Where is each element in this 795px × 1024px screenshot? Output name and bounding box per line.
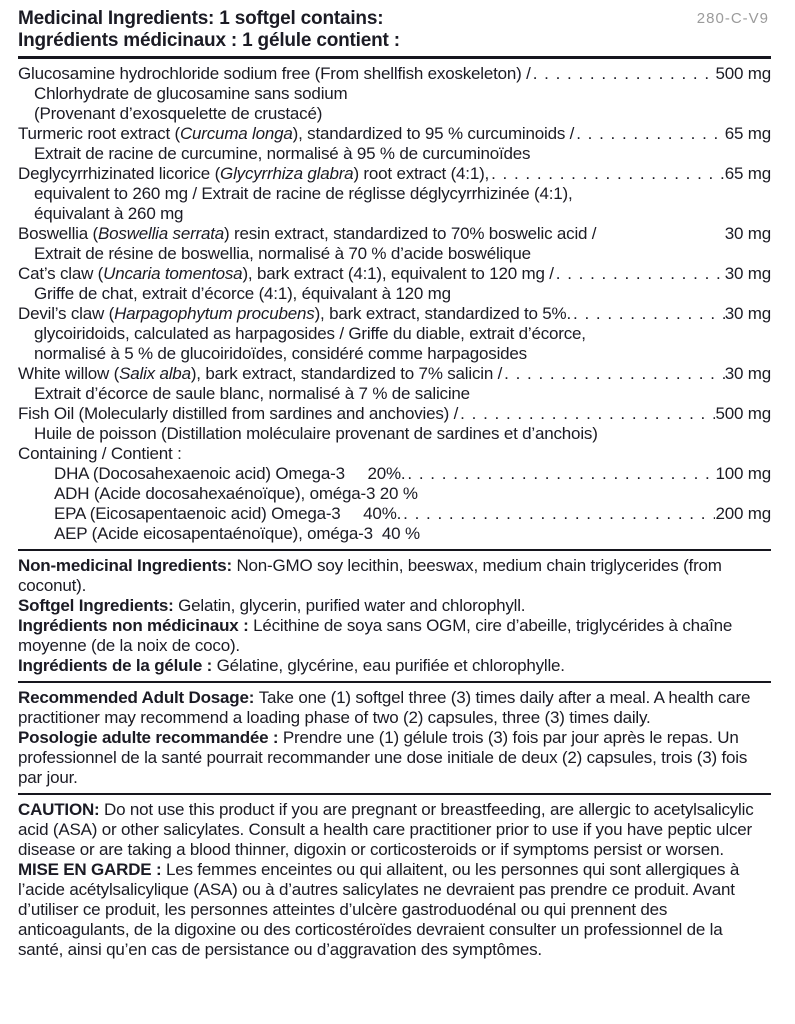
label-paragraph [18,728,771,788]
text-run: Lécithine de soya sans OGM, cire d’abeille, triglycérides à chaîne moyenne (de la noix de coco). [18,616,733,655]
ingredient-text [34,144,530,164]
text-run: EPA (Eicosapentaenoic acid) Omega-3 40%. [54,504,402,523]
dot-leader [531,64,716,84]
ingredient-text [18,124,574,144]
text-run: Les femmes enceintes ou qui allaitent, ou les personnes qui sont allergiques à l’acide acétylsalicylique (ASA) ou à d’autres salicylates ne devraient pas prendre ce produit. Avant d’utiliser ce produit, les personnes atteintes d’ulcère gastroduodénal ou qui prennent des anticoagulants, de la digoxine ou des corticostéroïdes devraient consulter un professionnel de la santé, ainsi qu’en cas de persistance ou d’aggravation des symptômes. [18,860,740,959]
ingredient-line [18,284,771,304]
ingredient-text [34,244,531,264]
ingredient-text [34,204,183,224]
text-run: Extrait d’écorce de saule blanc, normalisé à 7 % de salicine [34,384,470,403]
text-run: Gélatine, glycérine, eau purifiée et chlorophylle. [216,656,565,675]
ingredient-amount: 500 mg [715,64,771,83]
text-run: Turmeric root extract ( [18,124,180,143]
section-title [18,8,400,52]
text-run: Cat’s claw ( [18,264,104,283]
dosage-section [18,687,771,789]
dot-leader [502,364,725,384]
bold-lead-in: Posologie adulte recommandée : [18,728,283,747]
label-paragraph [18,616,771,656]
ingredient-line [18,324,771,344]
title-fr: Ingrédients médicinaux : 1 gélule contient : [18,30,400,51]
text-run: Do not use this product if you are pregnant or breastfeeding, are allergic to acetylsalicylic acid (ASA) or other salicylates. Consult a health care practitioner prior to use if you have peptic ulcer disease or are taking a blood thinner, digoxin or corticosteroids or if symptoms persist or worsen. [18,800,754,859]
label-paragraph [18,860,771,960]
ingredient-text [18,224,596,244]
bold-lead-in: Ingrédients non médicinaux : [18,616,254,635]
text-run: ADH (Acide docosahexaénoïque), oméga-3 20 % [54,484,418,503]
text-run: White willow ( [18,364,120,383]
ingredient-amount: 200 mg [715,504,771,523]
title-en: Medicinal Ingredients: 1 softgel contains: [18,8,384,29]
ingredient-amount: 100 mg [715,464,771,483]
ingredient-line [18,424,771,444]
text-run: Chlorhydrate de glucosamine sans sodium [34,84,348,103]
text-run: ) root extract (4:1), [353,164,490,183]
ingredient-text [34,104,322,124]
ingredient-text [34,344,527,364]
ingredient-line [18,204,771,224]
label-paragraph [18,556,771,596]
ingredient-line [18,144,771,164]
dot-leader [554,264,725,284]
ingredient-line [18,64,771,84]
bold-lead-in: CAUTION: [18,800,105,819]
ingredient-text [54,464,405,484]
ingredient-line [18,404,771,424]
ingredient-line [18,84,771,104]
dot-leader [401,504,715,524]
ingredient-amount: 65 mg [724,164,771,183]
latin-name: Glycyrrhiza glabra [220,164,354,183]
text-run: Extrait de racine de curcumine, normalisé à 95 % de curcuminoïdes [34,144,531,163]
ingredient-text [18,304,571,324]
divider-header [18,56,771,59]
text-run: equivalent to 260 mg / Extrait de racine de réglisse déglycyrrhizinée (4:1), [34,184,573,203]
ingredient-line [18,504,771,524]
bold-lead-in: Softgel Ingredients: [18,596,179,615]
ingredient-text [18,444,182,464]
latin-name: Boswellia serrata [98,224,225,243]
ingredient-line [18,164,771,184]
ingredient-amount: 65 mg [724,124,771,143]
latin-name: Salix alba [119,364,191,383]
text-run: Containing / Contient : [18,444,182,463]
ingredient-line [18,104,771,124]
ingredient-line [18,444,771,464]
text-run: équivalant à 260 mg [34,204,184,223]
text-run: Glucosamine hydrochloride sodium free (From shellfish exoskeleton) / [18,64,531,83]
ingredient-line [18,364,771,384]
ingredient-text [18,364,502,384]
dot-leader [574,124,725,144]
text-run: Extrait de résine de boswellia, normalisé à 70 % d’acide boswélique [34,244,531,263]
ingredient-amount: 500 mg [715,404,771,423]
dot-leader [489,164,725,184]
ingredient-line [18,184,771,204]
text-run: Devil’s claw ( [18,304,115,323]
ingredient-amount: 30 mg [724,304,771,323]
text-run: Deglycyrrhizinated licorice ( [18,164,221,183]
text-run: DHA (Docosahexaenoic acid) Omega-3 20%. [54,464,406,483]
caution-section [18,799,771,961]
bold-lead-in: Ingrédients de la gélule : [18,656,217,675]
ingredient-line [18,304,771,324]
ingredient-line [18,124,771,144]
label-paragraph [18,688,771,728]
latin-name: Harpagophytum procubens [114,304,315,323]
ingredient-text [34,284,451,304]
ingredient-line [18,464,771,484]
ingredient-text [54,524,420,544]
text-run: ), bark extract (4:1), equivalent to 120 mg / [242,264,554,283]
ingredient-text [34,84,347,104]
text-run: ), bark extract, standardized to 7% salicin / [190,364,503,383]
ingredient-line [18,224,771,244]
text-run: Non-GMO soy lecithin, beeswax, medium chain triglycerides (from coconut). [18,556,722,595]
ingredient-text [34,184,573,204]
product-code: 280-C-V9 [696,10,769,27]
ingredient-text [34,424,598,444]
ingredient-line [18,384,771,404]
divider-dosage [18,681,771,683]
ingredient-text [18,64,531,84]
divider-caution [18,793,771,795]
bold-lead-in: MISE EN GARDE : [18,860,166,879]
text-run: (Provenant d’exosquelette de crustacé) [34,104,323,123]
dot-leader [405,464,715,484]
ingredient-amount: 30 mg [724,364,771,383]
text-run: ) resin extract, standardized to 70% boswelic acid / [224,224,597,243]
ingredient-line [18,264,771,284]
ingredient-line [18,344,771,364]
label-header [18,8,771,52]
text-run: ), bark extract, standardized to 5%. [314,304,571,323]
dot-leader [571,304,725,324]
ingredient-text [54,484,418,504]
dot-leader [458,404,715,424]
text-run: Gelatin, glycerin, purified water and chlorophyll. [178,596,526,615]
ingredient-text [18,264,554,284]
text-run: normalisé à 5 % de glucoiridoïdes, considéré comme harpagosides [34,344,527,363]
ingredient-text [18,164,489,184]
text-run: Huile de poisson (Distillation moléculaire provenant de sardines et d’anchois) [34,424,598,443]
ingredient-line [18,524,771,544]
label-paragraph [18,656,771,676]
medicinal-ingredients-list [18,63,771,545]
text-run: Fish Oil (Molecularly distilled from sardines and anchovies) / [18,404,459,423]
text-run: Prendre une (1) gélule trois (3) fois par jour après le repas. Un professionnel de la santé pourrait recommander une dose initiale de deux (2) capsules, trois (3) fois par jour. [18,728,748,787]
text-run: ), standardized to 95 % curcuminoids / [292,124,575,143]
text-run: AEP (Acide eicosapentaénoïque), oméga-3 40 % [54,524,420,543]
ingredient-amount: 30 mg [724,224,771,243]
text-run: Take one (1) softgel three (3) times daily after a meal. A health care practitioner may recommend a loading phase of two (2) capsules, three (3) times daily. [18,688,751,727]
ingredient-line [18,244,771,264]
non-medicinal-section [18,555,771,677]
text-run: glycoiridoids, calculated as harpagosides / Griffe du diable, extrait d’écorce, [34,324,586,343]
ingredient-line [18,484,771,504]
latin-name: Uncaria tomentosa [103,264,243,283]
ingredient-text [34,324,586,344]
latin-name: Curcuma longa [179,124,293,143]
bold-lead-in: Non-medicinal Ingredients: [18,556,237,575]
ingredient-text [54,504,401,524]
bold-lead-in: Recommended Adult Dosage: [18,688,259,707]
ingredient-text [34,384,470,404]
text-run: Boswellia ( [18,224,98,243]
ingredient-amount: 30 mg [724,264,771,283]
divider-nonmedicinal [18,549,771,551]
text-run: Griffe de chat, extrait d’écorce (4:1), équivalant à 120 mg [34,284,451,303]
ingredient-text [18,404,458,424]
label-paragraph [18,800,771,860]
label-paragraph [18,596,771,616]
